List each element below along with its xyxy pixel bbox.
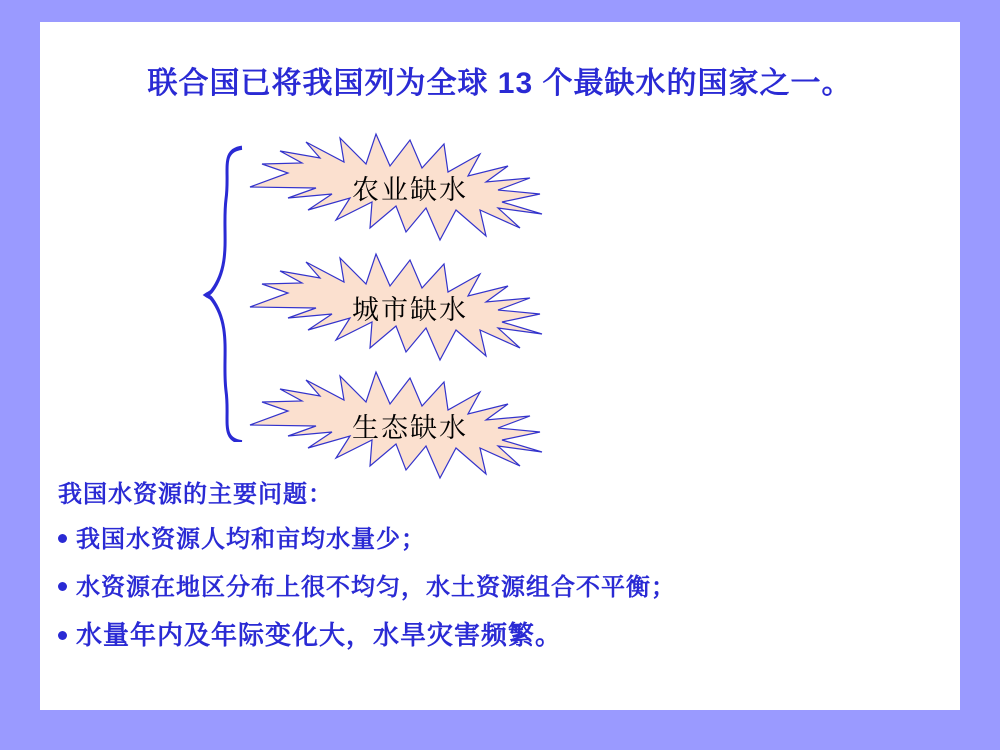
list-item bbox=[58, 567, 948, 602]
burst-label-ecology: 生态缺水 bbox=[352, 412, 468, 444]
burst-shape-ecology bbox=[240, 370, 580, 480]
slide-canvas bbox=[40, 22, 960, 710]
bullet-dot-icon bbox=[58, 631, 67, 640]
body-heading: 我国水资源的主要问题： bbox=[58, 481, 333, 508]
list-item-label: 水量年内及年际变化大，水旱灾害频繁。 bbox=[76, 620, 563, 650]
page-title: 联合国已将我国列为全球 13 个最缺水的国家之一。 bbox=[147, 67, 853, 100]
burst-label-city: 城市缺水 bbox=[352, 294, 468, 326]
list-item bbox=[58, 519, 948, 554]
list-item bbox=[58, 615, 948, 652]
burst-shape-city bbox=[240, 252, 580, 362]
bullet-dot-icon bbox=[58, 534, 67, 543]
burst-shape-agriculture bbox=[240, 132, 580, 242]
bullet-dot-icon bbox=[58, 582, 67, 591]
list-item-label: 水资源在地区分布上很不均匀，水土资源组合不平衡； bbox=[76, 574, 676, 601]
list-item-label: 我国水资源人均和亩均水量少； bbox=[76, 526, 426, 553]
burst-label-agriculture: 农业缺水 bbox=[352, 174, 468, 206]
body-text-block bbox=[58, 474, 948, 665]
